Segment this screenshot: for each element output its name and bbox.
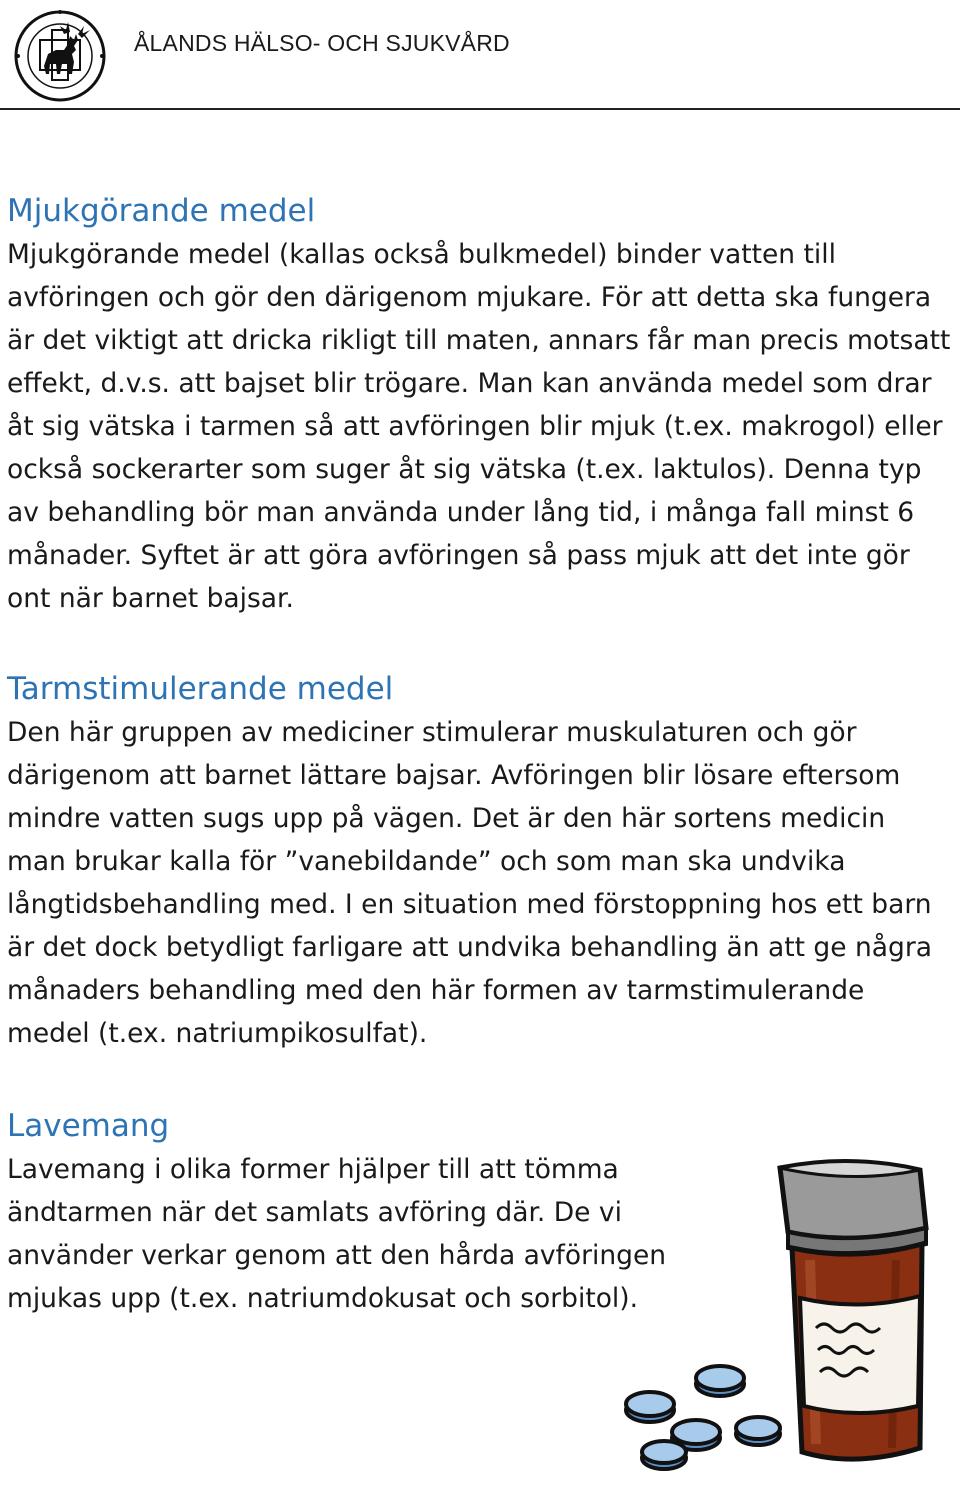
section-body: Den här gruppen av mediciner stimulerar muskulaturen och gör därigenom att barnet lättare bajsar. Avföringen blir lösare eftersom mindre vatten sugs upp på vägen. Det är den här sortens medicin man brukar kalla för ”vanebildande” och som man ska undvika långtidsbehandling med. I en situation med förstoppning hos ett barn är det dock betydligt farligare att undvika behandling än att ge några månaders behandling med den här formen av tarmstimulerande medel (t.ex. natriumpikosulfat). — [7, 717, 932, 1049]
section-heading: Lavemang — [7, 1108, 170, 1144]
organization-name: ÅLANDS HÄLSO- OCH SJUKVÅRD — [134, 30, 510, 56]
section-heading: Tarmstimulerande medel — [7, 671, 394, 707]
page-header — [0, 0, 960, 110]
section-body: Lavemang i olika former hjälper till att tömma ändtarmen när det samlats avföring där. De vi använder verkar genom att den hårda avföringen mjukas upp (t.ex. natriumdokusat och sorbitol). — [7, 1154, 667, 1314]
organization-logo — [4, 4, 116, 104]
section-mjukgorande — [7, 190, 952, 620]
section-heading: Mjukgörande medel — [7, 193, 316, 229]
medicine-bottle-illustration — [620, 1148, 940, 1494]
section-body: Mjukgörande medel (kallas också bulkmedel) binder vatten till avföringen och gör den därigenom mjukare. För att detta ska fungera är det viktigt att dricka rikligt till maten, annars får man precis motsatt effekt, d.v.s. att bajset blir trögare. Man kan använda medel som drar åt sig vätska i tarmen så att avföringen blir mjuk (t.ex. makrogol) eller också sockerarter som suger åt sig vätska (t.ex. laktulos). Denna typ av behandling bör man använda under lång tid, i många fall minst 6 månader. Syftet är att göra avföringen så pass mjuk att det inte gör ont när barnet bajsar. — [7, 239, 951, 614]
section-tarmstimulerande — [7, 668, 952, 1055]
section-lavemang — [7, 1105, 712, 1320]
